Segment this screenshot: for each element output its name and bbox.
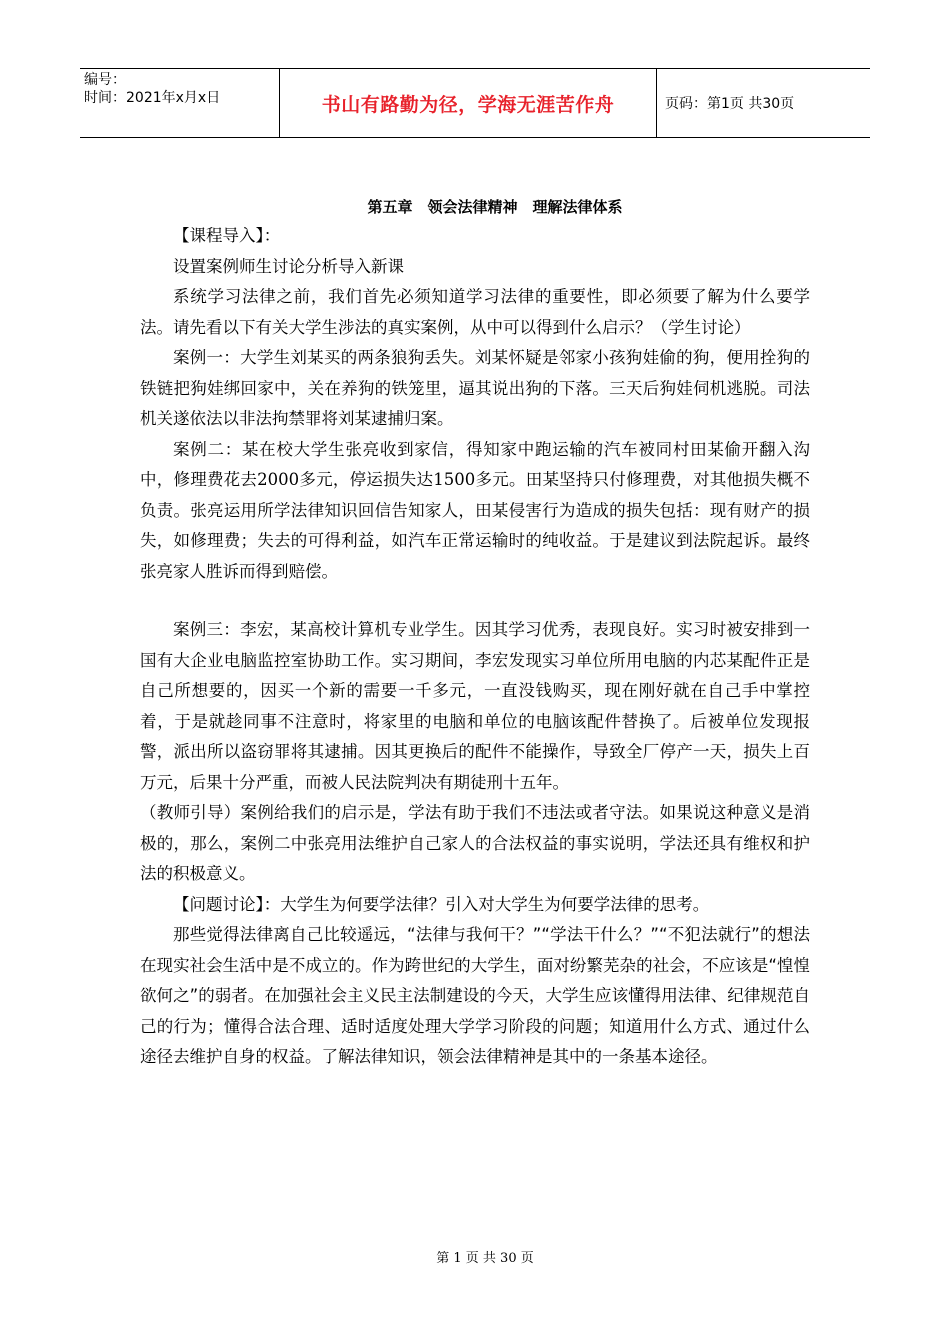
paragraph-case-1: 案例一：大学生刘某买的两条狼狗丢失。刘某怀疑是邻家小孩狗娃偷的狗，便用拴狗的铁链把狗娃绑回家中，关在养狗的铁笼里，逼其说出狗的下落。三天后狗娃伺机逃脱。司法机关遂依法以非法拘禁罪将刘某逮捕归案。 [140,348,810,428]
paragraph-discussion: 【问题讨论】：大学生为何要学法律？引入对大学生为何要学法律的思考。 [173,894,710,914]
header-left-cell [80,69,280,137]
time-label: 时间：2021年x月x日 [84,90,221,106]
number-label: 编号： [84,72,126,88]
paragraph-intro: 系统学习法律之前，我们首先必须知道学习法律的重要性，即必须要了解为什么要学法。请先看以下有关大学生涉法的真实案例，从中可以得到什么启示？（学生讨论） [140,287,810,337]
paragraph-course-intro: 【课程导入】： [173,226,281,245]
paragraph-case-3: 案例三：李宏，某高校计算机专业学生。因其学习优秀，表现良好。实习时被安排到一国有大企业电脑监控室协助工作。实习期间，李宏发现实习单位所用电脑的内芯某配件正是自己所想要的，因买一个新的需要一千多元，一直没钱购买，现在刚好就在自己手中掌控着，于是就趁同事不注意时，将家里的电脑和单位的电脑该配件替换了。后被单位发现报警，派出所以盗窃罪将其逮捕。因其更换后的配件不能操作，导致全厂停产一天，损失上百万元，后果十分严重，而被人民法院判决有期徒刑十五年。 [140,620,810,792]
paragraph-gap [140,587,810,615]
paragraph-teacher-guide: （教师引导）案例给我们的启示是，学法有助于我们不违法或者守法。如果说这种意义是消极的，那么，案例二中张亮用法维护自己家人的合法权益的事实说明，学法还具有维权和护法的积极意义。 [140,803,810,883]
header-page-cell [657,69,870,137]
header-motto-cell [280,69,657,137]
page-info: 页码：第1页 共30页 [665,96,795,112]
header-table [80,68,870,138]
document-body [140,196,810,1073]
page-footer [0,1247,950,1266]
paragraph-case-2: 案例二：某在校大学生张亮收到家信，得知家中跑运输的汽车被同村田某偷开翻入沟中，修理费花去2000多元，停运损失达1500多元。田某坚持只付修理费，对其他损失概不负责。张亮运用所学法律知识回信告知家人，田某侵害行为造成的损失包括：现有财产的损失，如修理费；失去的可得利益，如汽车正常运输时的纯收益。于是建议到法院起诉。最终张亮家人胜诉而得到赔偿。 [140,439,810,581]
chapter-title: 第五章 领会法律精神 理解法律体系 [367,198,623,216]
paragraph-conclusion: 那些觉得法律离自己比较遥远，“法律与我何干？”“学法干什么？”“不犯法就行”的想法在现实社会生活中是不成立的。作为跨世纪的大学生，面对纷繁芜杂的社会，不应该是“惶惶欲何之”的弱者。在加强社会主义民主法制建设的今天，大学生应该懂得用法律、纪律规范自己的行为；懂得合法合理、适时适度处理大学学习阶段的问题；知道用什么方式、通过什么途径去维护自身的权益。了解法律知识，领会法律精神是其中的一条基本途径。 [140,925,810,1066]
motto: 书山有路勤为径，学海无涯苦作舟 [321,93,615,116]
paragraph-setup: 设置案例师生讨论分析导入新课 [173,256,404,276]
footer-page-number: 第 1 页 共 30 页 [436,1251,534,1266]
